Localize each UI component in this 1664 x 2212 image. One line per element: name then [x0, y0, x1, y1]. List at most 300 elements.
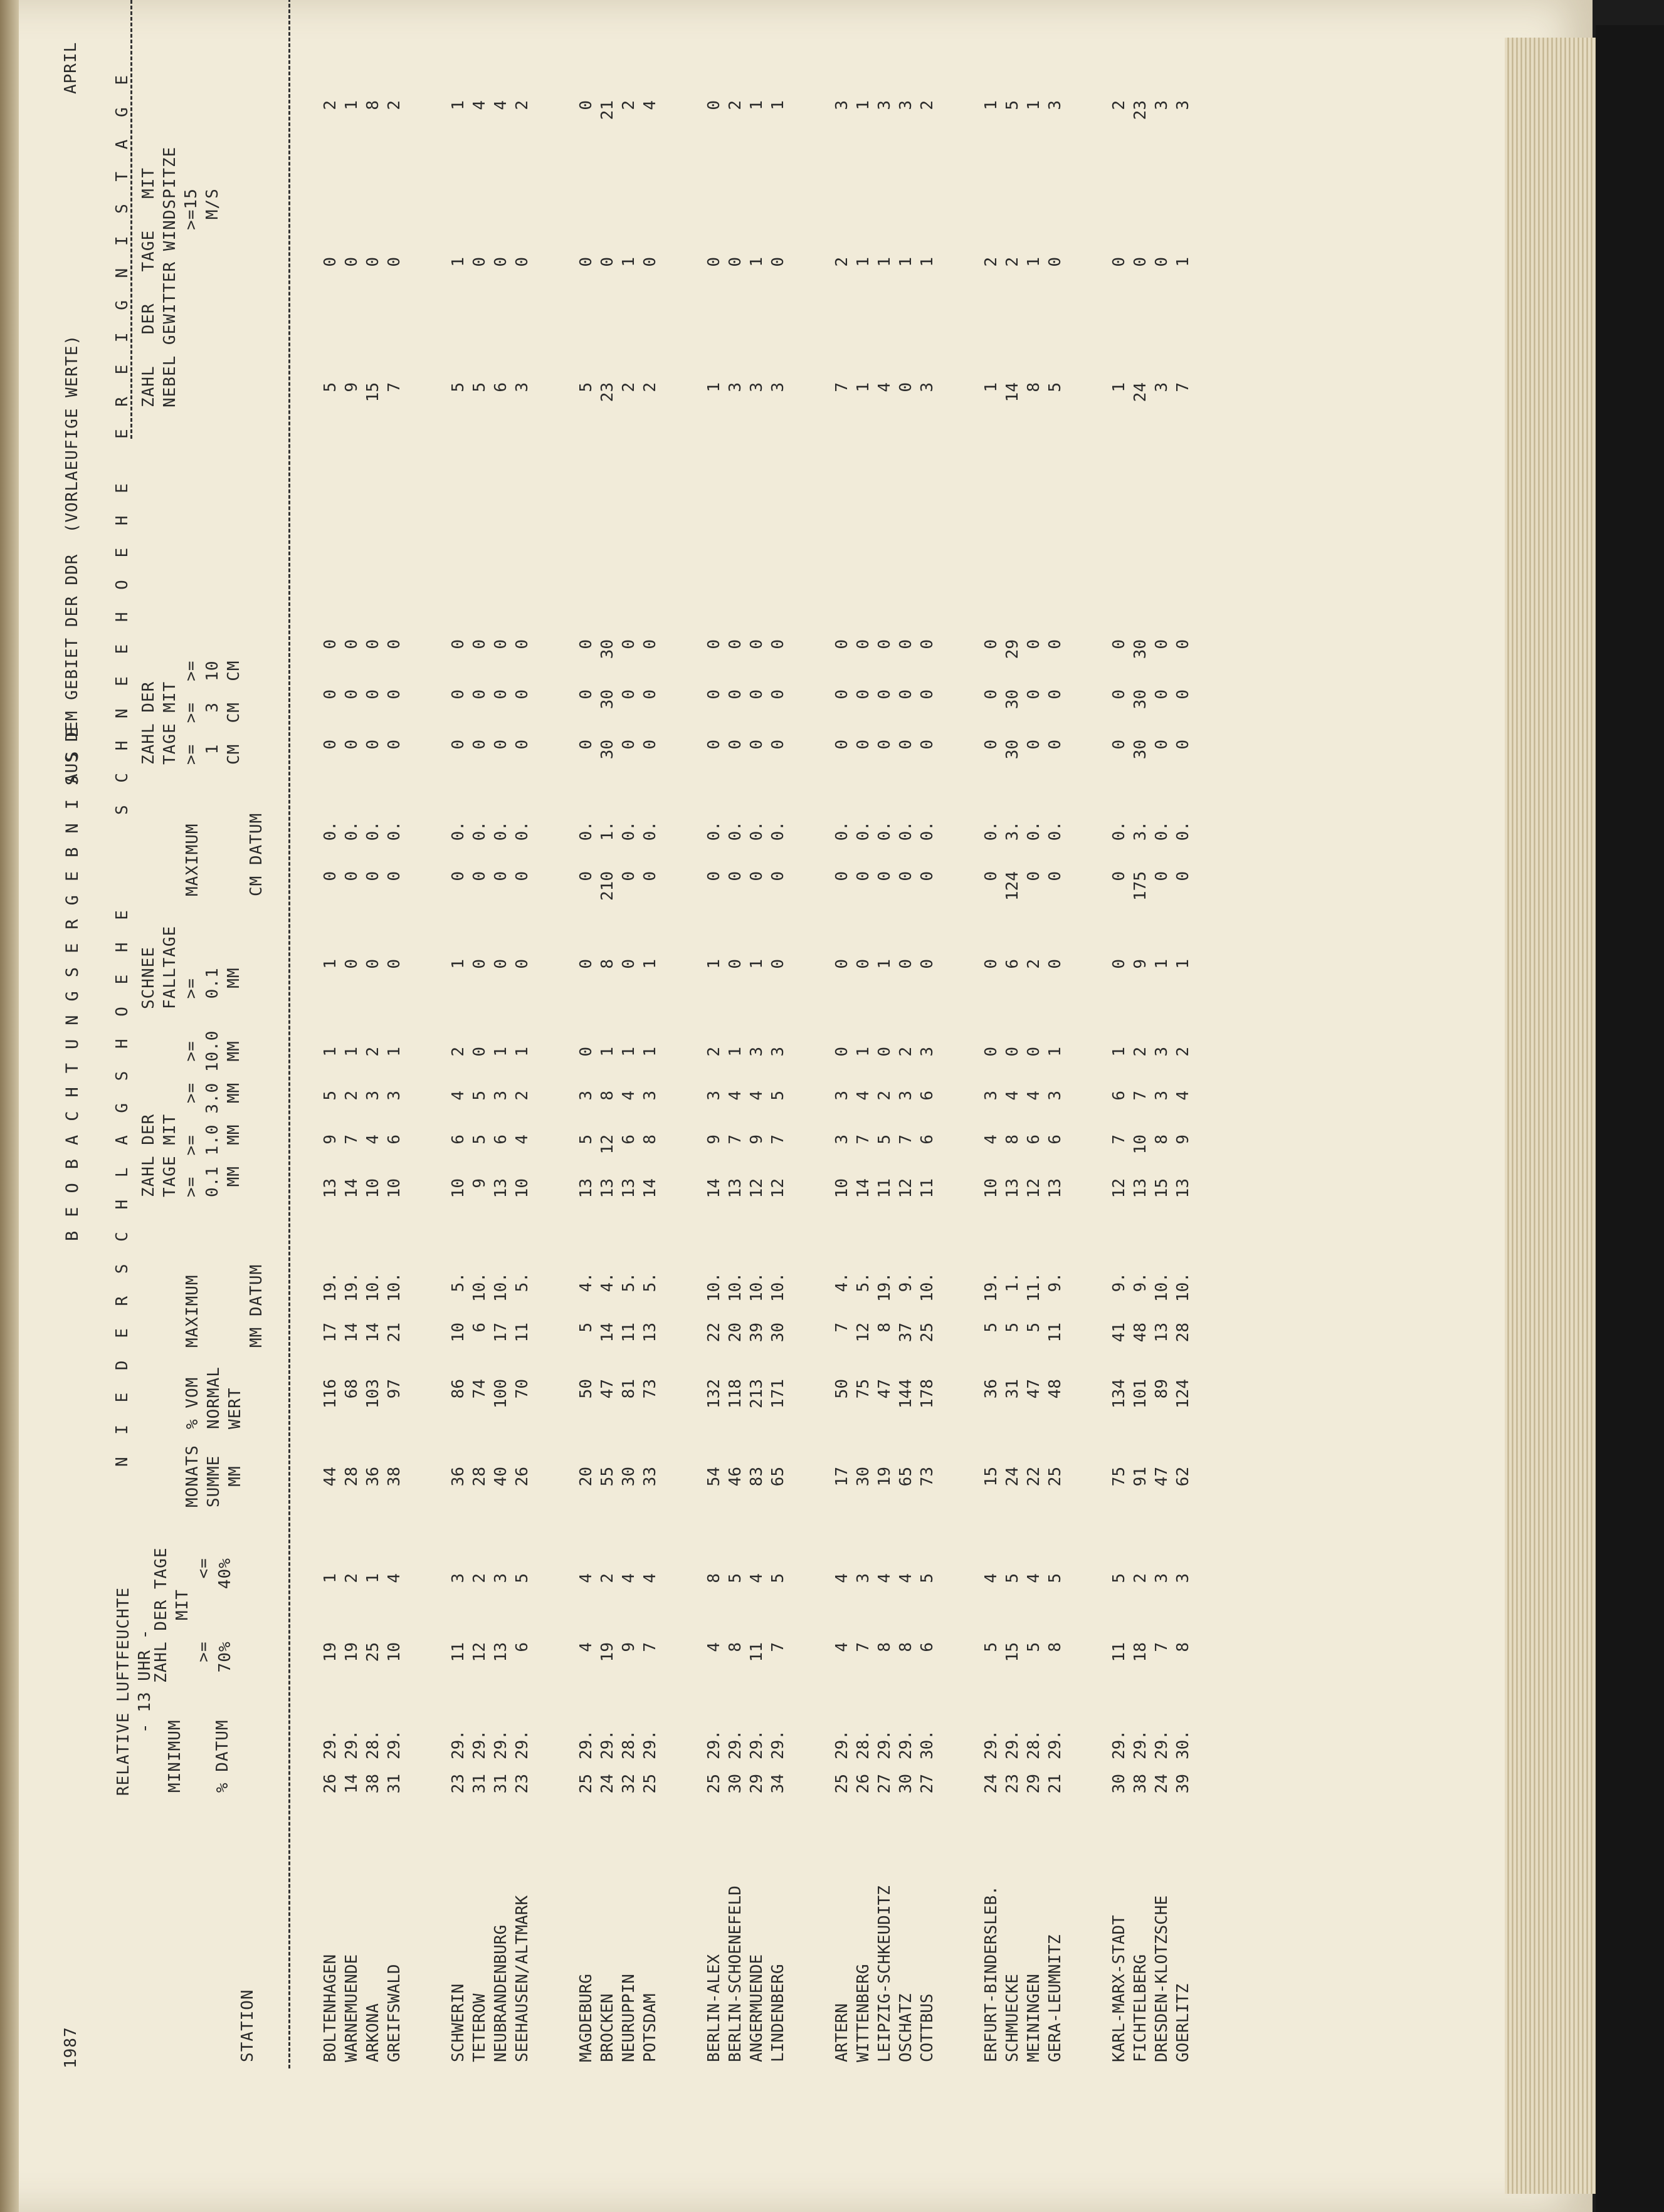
table-cell: 5: [1046, 1573, 1065, 1583]
table-cell: 0: [833, 1047, 851, 1057]
table-cell: 0.: [1174, 821, 1193, 841]
table-cell: 11: [1046, 1323, 1065, 1343]
table-cell: 2: [1003, 257, 1022, 267]
table-cell: 101: [1131, 1379, 1150, 1408]
events-heading: E R E I G N I S T A G E: [113, 68, 132, 439]
table-cell: 0: [854, 959, 873, 969]
table-cell: 0: [833, 959, 851, 969]
table-cell: 0: [449, 689, 468, 700]
table-cell: 8: [875, 1323, 894, 1333]
events-top-rule: [130, 0, 132, 439]
table-cell: 0: [918, 740, 937, 750]
table-cell: 10: [982, 1178, 1001, 1198]
table-cell: 47: [598, 1379, 617, 1399]
table-cell: 0: [875, 639, 894, 649]
table-cell: 4: [747, 1573, 766, 1583]
table-cell: 2: [705, 1047, 724, 1057]
table-cell: 11: [747, 1642, 766, 1662]
station-name: BERLIN-SCHOENEFELD: [726, 1885, 745, 2062]
table-cell: 2: [321, 100, 340, 110]
table-cell: 0: [1174, 639, 1193, 649]
table-cell: 0: [1024, 871, 1043, 881]
table-cell: 0: [982, 1047, 1001, 1057]
table-cell: 116: [321, 1379, 340, 1408]
table-cell: 0.: [641, 821, 660, 841]
table-cell: 12: [1024, 1178, 1043, 1198]
table-cell: 6: [492, 1135, 510, 1145]
table-cell: 0: [1046, 639, 1065, 649]
station-column-header: STATION: [238, 1989, 257, 2062]
binding-gutter: [0, 0, 19, 2212]
station-name: KARL-MARX-STADT: [1110, 1915, 1129, 2062]
precip-days-header: ZAHL DER TAGE MIT >= >= >= >= 0.1 1.0 3.0 10.0 MM MM MM MM: [139, 1030, 243, 1197]
table-cell: 10.: [1174, 1272, 1193, 1302]
table-cell: 10.: [769, 1272, 787, 1302]
table-cell: 10.: [385, 1272, 404, 1302]
table-cell: 22: [1024, 1467, 1043, 1487]
table-cell: 30: [598, 639, 617, 659]
table-cell: 0.: [619, 821, 638, 841]
table-cell: 1: [769, 100, 787, 110]
table-cell: 25: [1046, 1467, 1065, 1487]
table-cell: 0.: [364, 821, 382, 841]
table-cell: 2: [1024, 959, 1043, 969]
table-cell: 19.: [875, 1272, 894, 1302]
table-cell: 0: [982, 639, 1001, 649]
table-cell: 5: [577, 382, 596, 392]
table-cell: 6: [918, 1135, 937, 1145]
table-cell: 9: [705, 1135, 724, 1145]
table-cell: 4: [577, 1573, 596, 1583]
table-cell: 9: [321, 1135, 340, 1145]
table-cell: 0: [385, 689, 404, 700]
table-cell: 13: [1046, 1178, 1065, 1198]
table-cell: 5: [1046, 382, 1065, 392]
table-cell: 13: [598, 1178, 617, 1198]
table-cell: 0.: [726, 821, 745, 841]
table-cell: 0: [897, 382, 915, 392]
table-cell: 0: [321, 871, 340, 881]
table-cell: 2: [1110, 100, 1129, 110]
table-cell: 9.: [1046, 1272, 1065, 1292]
table-cell: 3: [897, 100, 915, 110]
table-cell: 36: [449, 1467, 468, 1487]
table-cell: 0: [726, 871, 745, 881]
table-cell: 0: [492, 740, 510, 750]
table-cell: 3: [918, 382, 937, 392]
table-cell: 0: [342, 689, 361, 700]
table-cell: 73: [918, 1467, 937, 1487]
table-cell: 10.: [726, 1272, 745, 1302]
precip-maximum-header: MAXIMUM MM DATUM: [183, 1264, 266, 1348]
station-name: GREIFSWALD: [385, 1964, 404, 2062]
table-cell: 3: [854, 1573, 873, 1583]
table-cell: 47: [1152, 1467, 1171, 1487]
event-days-header: ZAHL DER TAGE MIT NEBEL GEWITTER WINDSPITZE >=15 M/S: [139, 146, 222, 407]
book-cover: [1596, 25, 1664, 2212]
table-cell: 81: [619, 1379, 638, 1399]
table-cell: 28.: [1024, 1730, 1043, 1759]
table-cell: 0: [364, 689, 382, 700]
table-cell: 0: [833, 689, 851, 700]
table-cell: 7: [641, 1642, 660, 1652]
table-cell: 3: [769, 382, 787, 392]
table-cell: 0: [470, 689, 489, 700]
table-cell: 14: [598, 1323, 617, 1343]
snowfall-days-header: SCHNEE FALLTAGE >= 0.1 MM: [139, 925, 243, 1009]
table-cell: 0.: [1024, 821, 1043, 841]
table-cell: 9.: [1131, 1272, 1150, 1292]
table-cell: 29.: [1110, 1730, 1129, 1759]
table-cell: 0: [854, 740, 873, 750]
table-cell: 4: [619, 1091, 638, 1101]
table-cell: 10: [449, 1323, 468, 1343]
table-cell: 4: [982, 1573, 1001, 1583]
table-cell: 44: [321, 1467, 340, 1487]
table-cell: 29.: [1003, 1730, 1022, 1759]
table-cell: 0: [641, 639, 660, 649]
table-cell: 0: [619, 689, 638, 700]
table-cell: 2: [619, 382, 638, 392]
table-cell: 3: [513, 382, 532, 392]
table-cell: 2: [726, 100, 745, 110]
table-cell: 10: [364, 1178, 382, 1198]
station-name: WARNEMUENDE: [342, 1954, 361, 2062]
table-cell: 2: [513, 100, 532, 110]
table-cell: 17: [321, 1323, 340, 1343]
table-cell: 0: [321, 257, 340, 267]
table-cell: 30: [598, 689, 617, 710]
table-cell: 0: [364, 639, 382, 649]
table-cell: 2: [364, 1047, 382, 1057]
table-cell: 0: [619, 740, 638, 750]
table-cell: 1: [918, 257, 937, 267]
table-cell: 0.: [1046, 821, 1065, 841]
table-cell: 0: [1152, 257, 1171, 267]
table-cell: 31: [470, 1774, 489, 1794]
table-cell: 4: [897, 1573, 915, 1583]
table-cell: 4: [875, 1573, 894, 1583]
table-cell: 23: [1003, 1774, 1022, 1794]
table-cell: 27: [875, 1774, 894, 1794]
table-cell: 2: [641, 382, 660, 392]
table-cell: 8: [1024, 382, 1043, 392]
table-cell: 0: [982, 689, 1001, 700]
table-cell: 0: [1003, 1047, 1022, 1057]
table-cell: 7: [833, 1323, 851, 1333]
table-cell: 23: [449, 1774, 468, 1794]
table-cell: 3: [1152, 100, 1171, 110]
table-cell: 1: [705, 959, 724, 969]
table-cell: 23: [513, 1774, 532, 1794]
table-cell: 0: [1024, 740, 1043, 750]
table-cell: 46: [726, 1467, 745, 1487]
table-cell: 10: [833, 1178, 851, 1198]
table-cell: 54: [705, 1467, 724, 1487]
table-cell: 8: [705, 1573, 724, 1583]
table-cell: 4: [726, 1091, 745, 1101]
table-cell: 4: [641, 100, 660, 110]
table-cell: 0: [577, 639, 596, 649]
table-cell: 97: [385, 1379, 404, 1399]
table-cell: 0: [470, 1047, 489, 1057]
table-cell: 1: [982, 100, 1001, 110]
table-cell: 10: [513, 1178, 532, 1198]
table-cell: 5: [470, 1135, 489, 1145]
table-cell: 0: [747, 639, 766, 649]
table-cell: 5: [1003, 1323, 1022, 1333]
table-cell: 24: [1131, 382, 1150, 402]
table-cell: 0: [342, 959, 361, 969]
table-cell: 0: [1046, 257, 1065, 267]
table-cell: 7: [1131, 1091, 1150, 1101]
page-subtitle: AUS DEM GEBIET DER DDR (VORLAEUFIGE WERTE): [63, 334, 82, 784]
table-cell: 0: [1046, 689, 1065, 700]
table-cell: 25: [918, 1323, 937, 1343]
table-cell: 4: [513, 1135, 532, 1145]
year-label: 1987: [61, 2026, 80, 2068]
table-cell: 5: [470, 1091, 489, 1101]
table-cell: 30: [1131, 639, 1150, 659]
table-cell: 5: [1003, 1573, 1022, 1583]
table-cell: 26: [513, 1467, 532, 1487]
table-cell: 0: [897, 871, 915, 881]
table-cell: 3: [364, 1091, 382, 1101]
table-cell: 4: [1174, 1091, 1193, 1101]
table-cell: 1: [854, 1047, 873, 1057]
table-cell: 0.: [982, 821, 1001, 841]
humidity-days-header: ZAHL DER TAGE MIT >= <= 70% 40%: [152, 1547, 234, 1683]
station-name: BOLTENHAGEN: [321, 1954, 340, 2062]
table-cell: 20: [726, 1323, 745, 1343]
month-label: APRIL: [61, 41, 80, 94]
table-cell: 21: [598, 100, 617, 120]
table-cell: 13: [577, 1178, 596, 1198]
table-cell: 70: [513, 1379, 532, 1399]
table-cell: 0: [705, 689, 724, 700]
table-cell: 5: [1024, 1642, 1043, 1652]
table-cell: 28.: [619, 1730, 638, 1759]
table-cell: 30: [598, 740, 617, 760]
snow-heading: S C H N E E H O E H E: [113, 477, 132, 815]
table-cell: 3: [385, 1091, 404, 1101]
table-cell: 0: [321, 689, 340, 700]
table-cell: 1: [1110, 382, 1129, 392]
table-cell: 19.: [342, 1272, 361, 1302]
table-cell: 0: [875, 740, 894, 750]
table-cell: 29.: [875, 1730, 894, 1759]
table-cell: 0: [449, 871, 468, 881]
station-name: POTSDAM: [641, 1993, 660, 2062]
table-cell: 0: [492, 689, 510, 700]
table-cell: 6: [449, 1135, 468, 1145]
table-cell: 8: [641, 1135, 660, 1145]
table-cell: 0: [492, 959, 510, 969]
table-cell: 29: [1024, 1774, 1043, 1794]
precip-normal-header: % VOM NORMAL WERT: [183, 1366, 245, 1429]
table-cell: 3: [1174, 100, 1193, 110]
table-cell: 1: [747, 257, 766, 267]
table-cell: 17: [833, 1467, 851, 1487]
table-cell: 29.: [641, 1730, 660, 1759]
table-cell: 31: [1003, 1379, 1022, 1399]
table-cell: 3: [1046, 1091, 1065, 1101]
table-cell: 91: [1131, 1467, 1150, 1487]
table-cell: 12: [897, 1178, 915, 1198]
table-cell: 5: [769, 1091, 787, 1101]
table-cell: 5: [982, 1323, 1001, 1333]
table-cell: 8: [726, 1642, 745, 1652]
table-cell: 1: [897, 257, 915, 267]
table-cell: 13: [492, 1642, 510, 1662]
table-cell: 10.: [705, 1272, 724, 1302]
table-cell: 5: [769, 1573, 787, 1583]
table-cell: 0: [897, 639, 915, 649]
table-cell: 11: [619, 1323, 638, 1343]
table-cell: 0.: [854, 821, 873, 841]
table-cell: 0: [470, 959, 489, 969]
table-cell: 36: [364, 1467, 382, 1487]
table-cell: 6: [385, 1135, 404, 1145]
station-name: SEEHAUSEN/ALTMARK: [513, 1895, 532, 2062]
table-cell: 50: [833, 1379, 851, 1399]
table-cell: 9: [470, 1178, 489, 1188]
station-name: TETEROW: [470, 1993, 489, 2062]
table-cell: 2: [342, 1573, 361, 1583]
table-cell: 47: [875, 1379, 894, 1399]
table-cell: 0: [769, 740, 787, 750]
table-cell: 29.: [492, 1730, 510, 1759]
table-cell: 29.: [577, 1730, 596, 1759]
table-cell: 5.: [641, 1272, 660, 1292]
table-cell: 9: [747, 1135, 766, 1145]
table-cell: 0: [875, 689, 894, 700]
table-cell: 10.: [470, 1272, 489, 1302]
table-cell: 19: [875, 1467, 894, 1487]
table-cell: 0: [854, 871, 873, 881]
rotated-table-sheet: [50, 0, 1492, 2068]
table-cell: 0: [641, 871, 660, 881]
table-cell: 23: [598, 382, 617, 402]
table-cell: 29.: [321, 1730, 340, 1759]
table-cell: 0: [577, 1047, 596, 1057]
table-cell: 0: [364, 871, 382, 881]
table-cell: 0.: [897, 821, 915, 841]
table-cell: 20: [577, 1467, 596, 1487]
table-cell: 6: [1024, 1135, 1043, 1145]
table-cell: 0: [513, 257, 532, 267]
table-cell: 86: [449, 1379, 468, 1399]
table-cell: 2: [513, 1091, 532, 1101]
table-cell: 3: [747, 382, 766, 392]
table-cell: 1: [1110, 1047, 1129, 1057]
table-cell: 50: [577, 1379, 596, 1399]
table-cell: 0: [598, 257, 617, 267]
table-cell: 0: [833, 871, 851, 881]
table-cell: 7: [854, 1135, 873, 1145]
table-cell: 0: [897, 959, 915, 969]
table-cell: 0.: [513, 821, 532, 841]
table-cell: 132: [705, 1379, 724, 1408]
table-cell: 5.: [513, 1272, 532, 1292]
table-cell: 0: [492, 871, 510, 881]
table-cell: 0: [1174, 740, 1193, 750]
table-cell: 26: [854, 1774, 873, 1794]
table-cell: 178: [918, 1379, 937, 1408]
table-cell: 25: [705, 1774, 724, 1794]
table-cell: 13: [619, 1178, 638, 1198]
table-cell: 0: [470, 639, 489, 649]
table-cell: 3: [705, 1091, 724, 1101]
table-cell: 0: [492, 257, 510, 267]
table-cell: 0: [470, 871, 489, 881]
table-cell: 62: [1174, 1467, 1193, 1487]
table-cell: 5: [918, 1573, 937, 1583]
table-cell: 3: [1152, 1091, 1171, 1101]
table-cell: 3: [492, 1091, 510, 1101]
table-cell: 1: [854, 382, 873, 392]
table-cell: 83: [747, 1467, 766, 1487]
table-cell: 0: [577, 257, 596, 267]
table-cell: 8: [1152, 1135, 1171, 1145]
table-cell: 9: [619, 1642, 638, 1652]
table-cell: 0: [918, 689, 937, 700]
table-cell: 38: [364, 1774, 382, 1794]
table-cell: 40: [492, 1467, 510, 1487]
table-cell: 10: [449, 1178, 468, 1198]
table-cell: 33: [641, 1467, 660, 1487]
table-cell: 2: [833, 257, 851, 267]
station-name: LEIPZIG-SCHKEUDITZ: [875, 1885, 894, 2062]
table-cell: 2: [385, 100, 404, 110]
table-cell: 4: [641, 1573, 660, 1583]
table-cell: 0.: [492, 821, 510, 841]
table-cell: 4: [492, 100, 510, 110]
table-cell: 10.: [918, 1272, 937, 1302]
table-cell: 118: [726, 1379, 745, 1408]
station-name: SCHMUECKE: [1003, 1974, 1022, 2062]
table-cell: 25: [577, 1774, 596, 1794]
table-cell: 1: [875, 257, 894, 267]
table-cell: 0: [364, 257, 382, 267]
table-cell: 1: [619, 1047, 638, 1057]
table-cell: 4: [577, 1642, 596, 1652]
table-cell: 12: [1110, 1178, 1129, 1198]
table-cell: 38: [1131, 1774, 1150, 1794]
table-cell: 0: [769, 871, 787, 881]
table-cell: 0.: [385, 821, 404, 841]
table-cell: 0: [385, 740, 404, 750]
table-cell: 2: [1131, 1047, 1150, 1057]
table-cell: 0: [833, 639, 851, 649]
table-cell: 5: [1110, 1573, 1129, 1583]
table-cell: 0: [342, 871, 361, 881]
table-cell: 37: [897, 1323, 915, 1343]
table-cell: 38: [385, 1467, 404, 1487]
table-cell: 11: [449, 1642, 468, 1662]
table-cell: 2: [619, 100, 638, 110]
table-cell: 4: [449, 1091, 468, 1101]
table-cell: 9: [1174, 1135, 1193, 1145]
table-cell: 0: [619, 639, 638, 649]
table-cell: 4: [470, 100, 489, 110]
table-cell: 13: [1174, 1178, 1193, 1198]
table-cell: 0: [1110, 740, 1129, 750]
table-cell: 5.: [449, 1272, 468, 1292]
station-name: LINDENBERG: [769, 1964, 787, 2062]
table-cell: 29.: [982, 1730, 1001, 1759]
table-cell: 4: [747, 1091, 766, 1101]
